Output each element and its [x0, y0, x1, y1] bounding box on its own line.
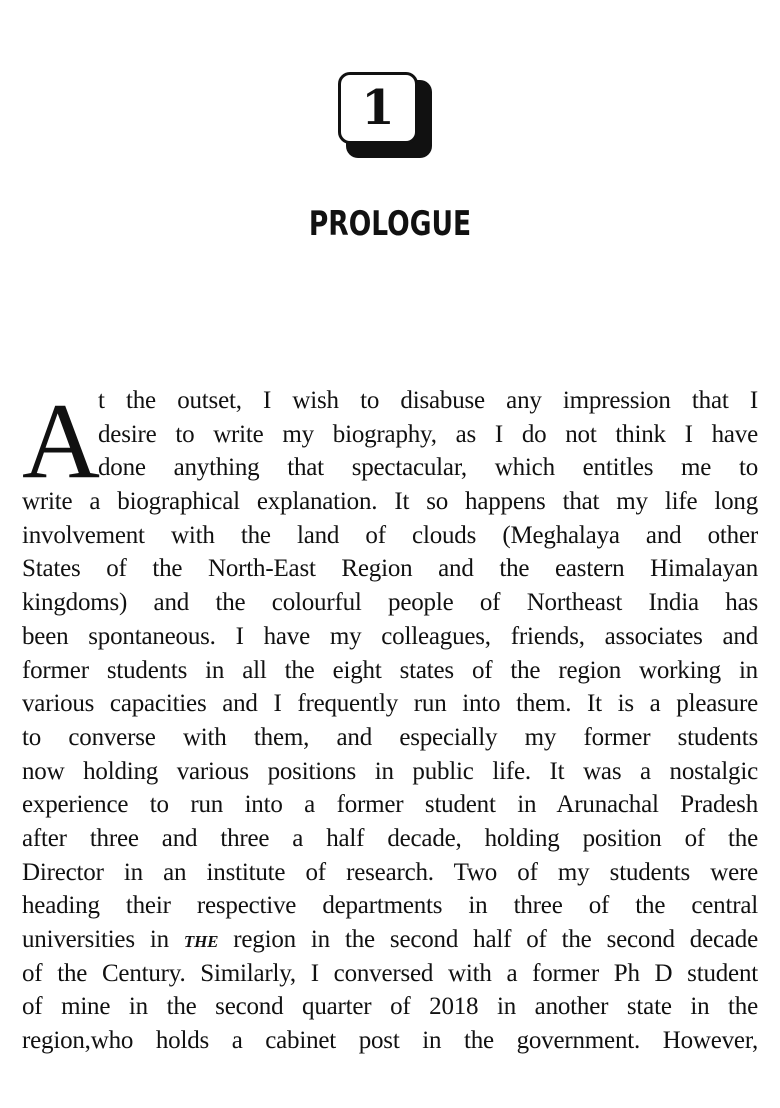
text-line: t the outset, I wish to disabuse any impression that I	[98, 387, 758, 414]
text-line: of the Century. Similarly, I conversed with a former Ph D student	[22, 959, 758, 987]
text-line: done anything that spectacular, which entitles me to	[98, 454, 758, 482]
emphasis-the: THE	[183, 932, 219, 951]
text-line: experience to run into a former student in Arunachal Pradesh	[22, 791, 758, 819]
text-line: region,who holds a cabinet post in the government. However,	[22, 1027, 758, 1055]
text-line: desire to write my biography, as I do not think I have	[98, 420, 758, 448]
chapter-title: PROLOGUE	[308, 204, 472, 244]
text-line: various capacities and I frequently run into them. It is a pleasure	[22, 690, 758, 718]
text-line: been spontaneous. I have my colleagues, friends, associates and	[22, 622, 758, 650]
body-text	[22, 384, 758, 1058]
text-line: write a biographical explanation. It so happens that my life long	[22, 488, 758, 516]
drop-cap: A	[22, 382, 100, 501]
text-line: to converse with them, and especially my former students	[22, 723, 758, 751]
text-line: former students in all the eight states of the region working in	[22, 656, 758, 684]
text-span: universities in	[22, 926, 184, 953]
text-line: now holding various positions in public life. It was a nostalgic	[22, 757, 758, 785]
text-line: involvement with the land of clouds (Meghalaya and other	[22, 521, 758, 549]
text-line: of mine in the second quarter of 2018 in another state in the	[22, 993, 758, 1021]
text-line: after three and three a half decade, holding position of the	[22, 824, 758, 852]
text-line: kingdoms) and the colourful people of Northeast India has	[22, 589, 758, 617]
chapter-number: 1	[338, 72, 418, 144]
text-line: Director in an institute of research. Two of my students were	[22, 858, 758, 886]
chapter-number-box	[338, 72, 426, 152]
text-line: States of the North-East Region and the eastern Himalayan	[22, 555, 758, 583]
text-span: region in the second half of the second decade	[218, 926, 758, 953]
text-line: heading their respective departments in three of the central	[22, 892, 758, 920]
text-line	[22, 923, 758, 957]
